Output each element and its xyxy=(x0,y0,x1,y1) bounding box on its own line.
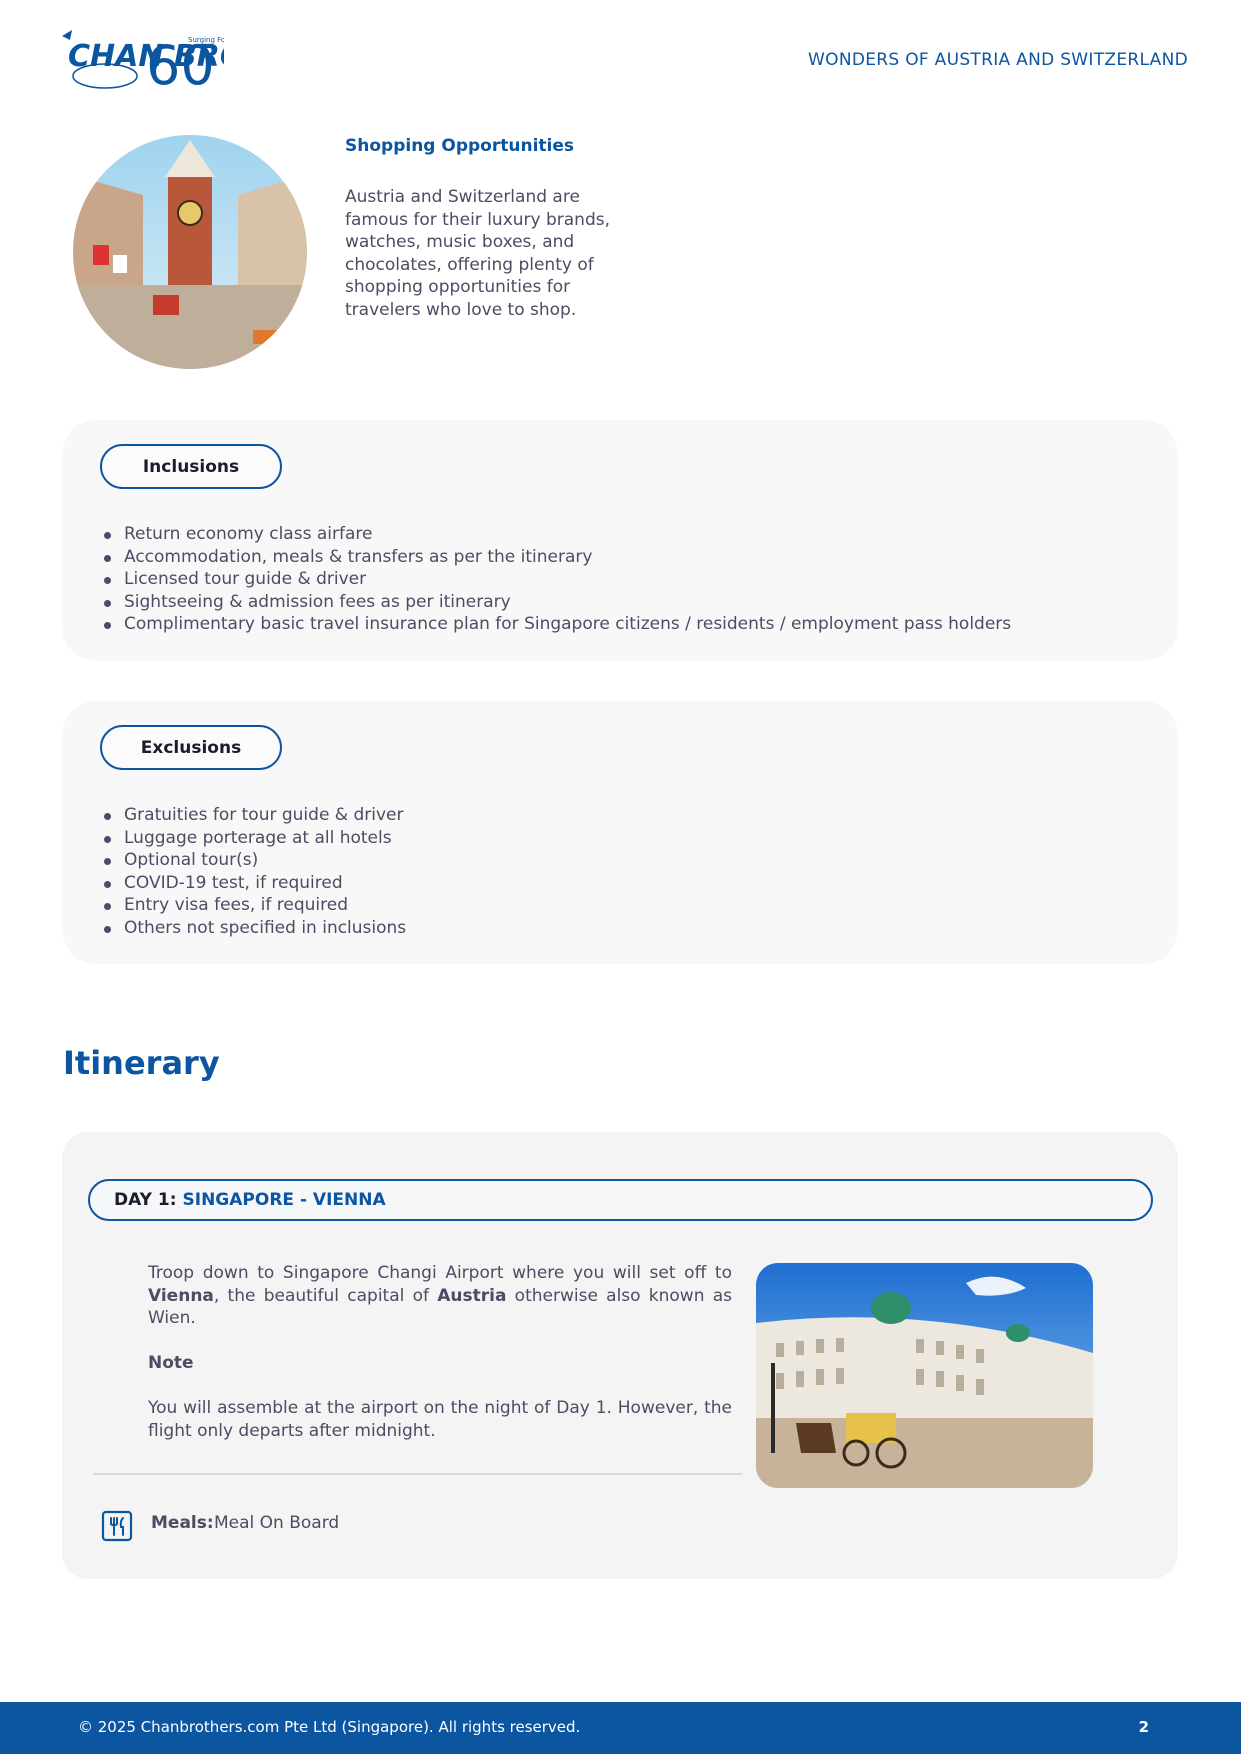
shopping-description: Austria and Switzerland are famous for their luxury brands, watches, music boxes, and chocolates, offering plenty of shopping opportunities for travelers who love to shop. xyxy=(345,187,611,320)
page-header-title: WONDERS OF AUSTRIA AND SWITZERLAND xyxy=(808,50,1188,70)
logo-wordmark: CHAN BR xyxy=(68,39,220,74)
day-1-card xyxy=(62,1132,1178,1579)
meals-value: Meal On Board xyxy=(214,1513,340,1533)
day-1-description xyxy=(148,1262,732,1465)
section-divider xyxy=(93,1473,742,1475)
shopping-title: Shopping Opportunities xyxy=(345,136,574,156)
day-number: DAY 1: xyxy=(114,1190,177,1210)
exclusions-label: Exclusions xyxy=(100,725,282,770)
list-item: Luggage porterage at all hotels xyxy=(124,827,406,850)
list-item: Others not specified in inclusions xyxy=(124,917,407,938)
city-name: Vienna xyxy=(148,1285,214,1306)
note-label: Note xyxy=(148,1353,194,1373)
chan-brothers-logo xyxy=(60,28,224,94)
list-item: Sightseeing & admission fees as per itinerary xyxy=(124,591,1011,614)
logo-tagline: Surging Fo xyxy=(188,36,224,44)
intro-text: Troop down to Singapore Changi Airport where you will set off to xyxy=(148,1263,732,1283)
list-item: Optional tour(s) xyxy=(124,849,406,872)
intro-text: otherwise also known as Wien. xyxy=(148,1285,733,1328)
page-number: 2 xyxy=(1138,1718,1149,1736)
footer-copyright: © 2025 Chanbrothers.com Pte Ltd (Singapore). All rights reserved. xyxy=(78,1718,581,1736)
inclusions-list xyxy=(100,523,1011,636)
inclusions-panel xyxy=(62,420,1178,661)
country-name: Austria xyxy=(437,1285,507,1306)
meals-label: Meals: xyxy=(151,1513,214,1533)
day-route: SINGAPORE - VIENNA xyxy=(182,1190,386,1210)
vienna-hofburg-photo xyxy=(756,1263,1093,1488)
list-item: Return economy class airfare xyxy=(124,523,1011,546)
intro-text: , the beautiful capital of xyxy=(213,1285,438,1306)
day-1-header xyxy=(88,1179,1153,1221)
note-text: You will assemble at the airport on the night of Day 1. However, the flight only departs after midnight. xyxy=(148,1398,732,1441)
logo-number: 60 xyxy=(146,34,215,94)
cutlery-icon xyxy=(101,1510,133,1542)
list-item: COVID-19 test, if required xyxy=(124,872,406,895)
bern-clock-tower-photo xyxy=(73,135,307,369)
page-footer xyxy=(0,1702,1241,1754)
list-item: Accommodation, meals & transfers as per the itinerary xyxy=(124,546,1011,569)
inclusions-label: Inclusions xyxy=(100,444,282,489)
list-item: Gratuities for tour guide & driver xyxy=(124,804,406,827)
list-item: Complimentary basic travel insurance plan for Singapore citizens / residents / employment pass holders xyxy=(124,614,1012,634)
list-item: Licensed tour guide & driver xyxy=(124,568,1011,591)
exclusions-list xyxy=(100,804,406,939)
list-item: Entry visa fees, if required xyxy=(124,894,406,917)
day-1-intro xyxy=(148,1262,732,1330)
exclusions-panel xyxy=(62,701,1178,964)
itinerary-heading: Itinerary xyxy=(63,1044,220,1082)
